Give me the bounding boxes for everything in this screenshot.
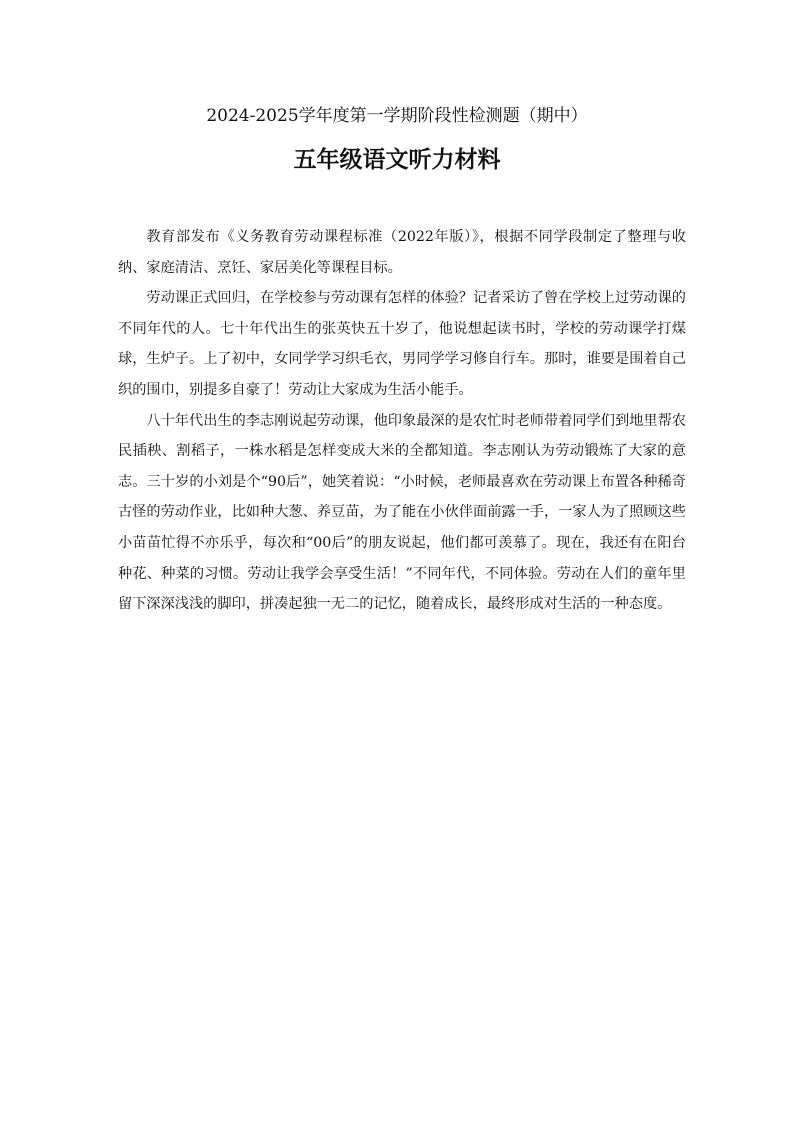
paragraph: 八十年代出生的李志刚说起劳动课，他印象最深的是农忙时老师带着同学们到地里帮农民插秧、割稻子，一株水稻是怎样变成大米的全都知道。李志刚认为劳动锻炼了大家的意志。三十岁的小刘是个“90后”，她笑着说：“小时候，老师最喜欢在劳动课上布置各种稀奇古怪的劳动作业，比如种大葱、养豆苗，为了能在小伙伴面前露一手，一家人为了照顾这些小苗苗忙得不亦乐乎，每次和“00后”的朋友说起，他们都可羡慕了。现在，我还有在阳台种花、种菜的习惯。劳动让我学会享受生活！”不同年代，不同体验。劳动在人们的童年里留下深深浅浅的脚印，拼凑起独一无二的记忆，随着成长，最终形成对生活的一种态度。	[118, 412, 686, 613]
document-body	[118, 222, 686, 620]
paragraph: 劳动课正式回归，在学校参与劳动课有怎样的体验？记者采访了曾在学校上过劳动课的不同年代的人。七十年代出生的张英快五十岁了，他说想起读书时，学校的劳动课学打煤球，生炉子。上了初中，女同学学习织毛衣，男同学学习修自行车。那时，谁要是围着自己织的围巾，别提多自豪了！劳动让大家成为生活小能手。	[118, 290, 686, 398]
document-title: 五年级语文听力材料	[293, 147, 501, 173]
document-subtitle: 2024-2025学年度第一学期阶段性检测题（期中）	[206, 106, 588, 126]
paragraph: 教育部发布《义务教育劳动课程标准（2022年版）》，根据不同学段制定了整理与收纳、家庭清洁、烹饪、家居美化等课程目标。	[118, 229, 686, 276]
